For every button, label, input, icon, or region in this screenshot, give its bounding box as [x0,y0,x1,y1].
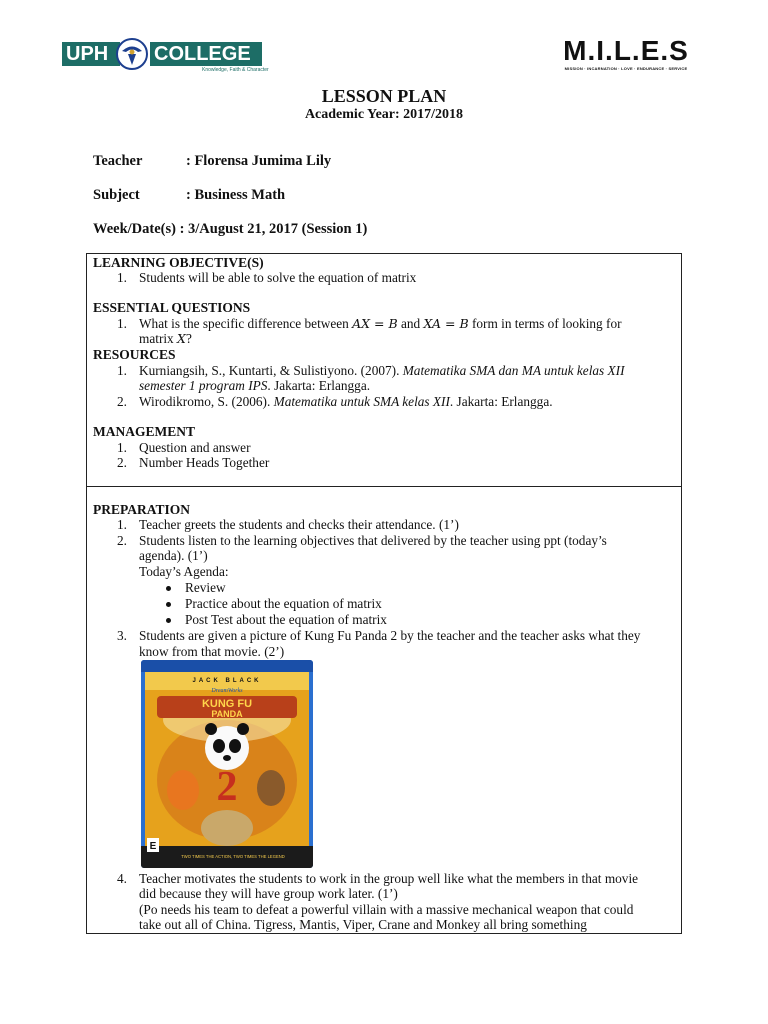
kung-fu-panda-2-poster [141,660,313,868]
svg-text:DreamWorks: DreamWorks [211,688,243,694]
agenda-label: Today’s Agenda: [139,564,229,579]
page-title: LESSON PLAN [321,86,447,106]
essential-question-line1: What is the specific difference between AX = B and XA = B form in terms of looking for [139,316,622,331]
list-number: 2. [117,455,127,470]
preparation-step-4-line2: did because they will have group work later. (1’) [139,886,398,901]
bullet-icon [166,618,171,623]
uph-logo-right: COLLEGE [150,42,262,66]
resource-2: Wirodikromo, S. (2006). Matematika untuk SMA kelas XII. Jakarta: Erlangga. [139,394,553,409]
uph-tagline: Knowledge, Faith & Character [202,67,269,73]
agenda-item: Review [185,580,226,595]
management-item: Question and answer [139,440,251,455]
resource-1-line1: Kurniangsih, S., Kuntarti, & Sulistiyono. (2007). Matematika SMA dan MA untuk kelas XII [139,363,625,378]
preparation-step-3-line2: know from that movie. (2’) [139,644,285,659]
svg-text:TWO TIMES THE ACTION, TWO TIME: TWO TIMES THE ACTION, TWO TIMES THE LEGEND [181,854,285,859]
list-number: 1. [117,316,127,331]
teacher-row [93,153,331,170]
equation-ax-b: AX = B [352,316,398,331]
svg-text:E: E [149,841,157,852]
academic-year: Academic Year: 2017/2018 [304,107,464,122]
preparation-step-2-line2: agenda). (1’) [139,548,208,563]
preparation-step-3-line1: Students are given a picture of Kung Fu Panda 2 by the teacher and the teacher asks what they [139,628,641,643]
uph-college-logo [62,38,269,74]
resources-heading: RESOURCES [93,347,176,362]
list-number: 3. [117,628,127,643]
svg-text:JACK BLACK: JACK BLACK [192,678,262,684]
essential-question-line2: matrix X? [139,331,192,346]
svg-text:KUNG FU: KUNG FU [201,698,253,710]
preparation-step-4-line3: (Po needs his team to defeat a powerful villain with a massive mechanical weapon that could [139,902,634,917]
preparation-heading: PREPARATION [93,502,190,517]
preparation-step-2-line1: Students listen to the learning objectives that delivered by the teacher using ppt (today’s [139,533,607,548]
list-number: 4. [117,871,127,886]
list-number: 1. [117,517,127,532]
preparation-step-4-line1: Teacher motivates the students to work in the group well like what the members in that movie [139,871,639,886]
list-number: 1. [117,270,127,285]
management-item: Number Heads Together [139,455,270,470]
eagle-emblem-icon [116,38,148,70]
bullet-icon [166,602,171,607]
subject-row [93,187,285,204]
objective-item: Students will be able to solve the equation of matrix [139,270,417,285]
miles-wordmark: M.I.L.E.S [563,35,689,66]
essential-heading: ESSENTIAL QUESTIONS [93,300,251,315]
list-number: 2. [117,394,127,409]
list-number: 2. [117,533,127,548]
subject-label: Subject [93,187,140,203]
subject-value: : Business Math [186,187,286,203]
poster-artwork [141,660,313,868]
agenda-item: Practice about the equation of matrix [185,596,382,611]
teacher-value: : Florensa Jumima Lily [186,153,332,169]
equation-xa-b: XA = B [423,316,469,331]
teacher-label: Teacher [93,153,143,169]
list-number: 1. [117,440,127,455]
miles-tagline: MISSION · INCARNATION · LOVE · ENDURANCE · SERVICE [564,66,688,71]
management-heading: MANAGEMENT [93,424,195,439]
preparation-step-1: Teacher greets the students and checks their attendance. (1’) [139,517,459,532]
uph-logo-left: UPH [62,42,120,66]
preparation-step-4-line4: take out all of China. Tigress, Mantis, Viper, Crane and Monkey all bring something [139,917,587,932]
resource-1-line2: semester 1 program IPS. Jakarta: Erlangga. [139,378,371,393]
list-number: 1. [117,363,127,378]
bullet-icon [166,586,171,591]
miles-logo [556,36,696,71]
svg-text:2: 2 [216,764,238,810]
matrix-x: X [177,331,186,346]
objectives-heading: LEARNING OBJECTIVE(S) [93,255,264,270]
week-row: Week/Date(s) : 3/August 21, 2017 (Session 1) [93,221,368,237]
svg-text:PANDA: PANDA [211,709,243,719]
agenda-item: Post Test about the equation of matrix [185,612,387,627]
